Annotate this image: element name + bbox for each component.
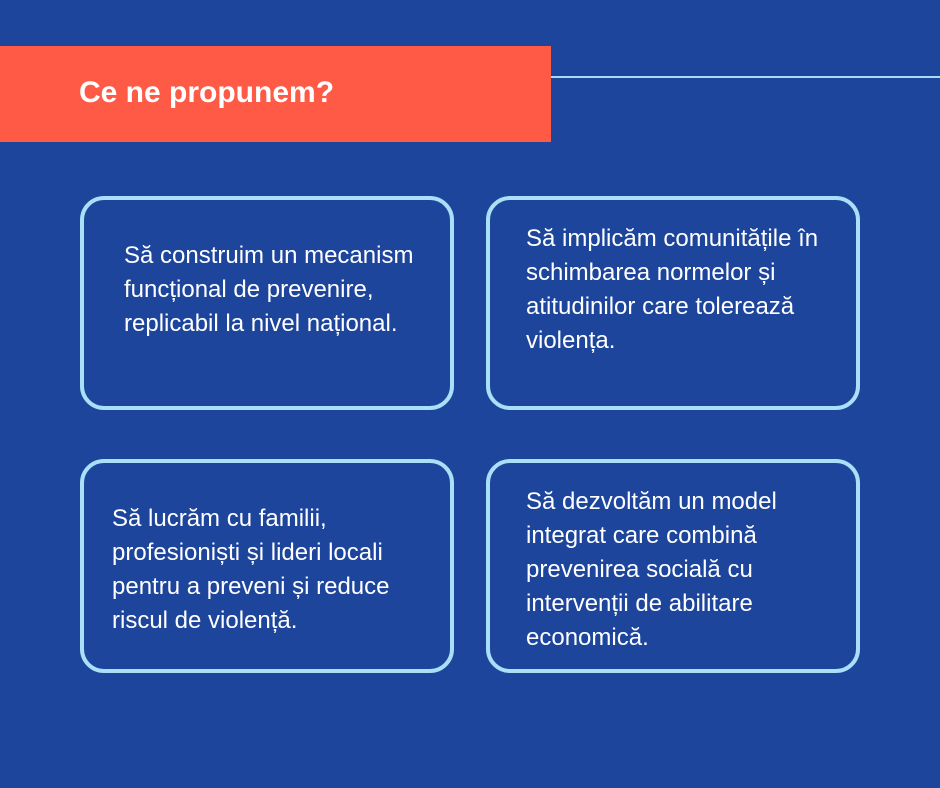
page-title: Ce ne propunem?: [79, 76, 335, 109]
goal-card-text: Să construim un mecanism funcțional de prevenire, replicabil la nivel național.: [124, 242, 414, 337]
header-banner: [0, 46, 551, 142]
header-divider: [551, 76, 940, 78]
goal-card: [486, 459, 860, 673]
goal-card-text: Să dezvoltăm un model integrat care combină prevenirea socială cu intervenții de abilitare economică.: [526, 488, 777, 651]
goal-card: [486, 196, 860, 410]
goal-card: [80, 459, 454, 673]
goal-card-text: Să lucrăm cu familii, profesioniști și lideri locali pentru a preveni și reduce riscul de violență.: [112, 505, 390, 634]
goal-card-text: Să implicăm comunitățile în schimbarea normelor și atitudinilor care tolerează violența.: [526, 225, 819, 354]
goal-card: [80, 196, 454, 410]
